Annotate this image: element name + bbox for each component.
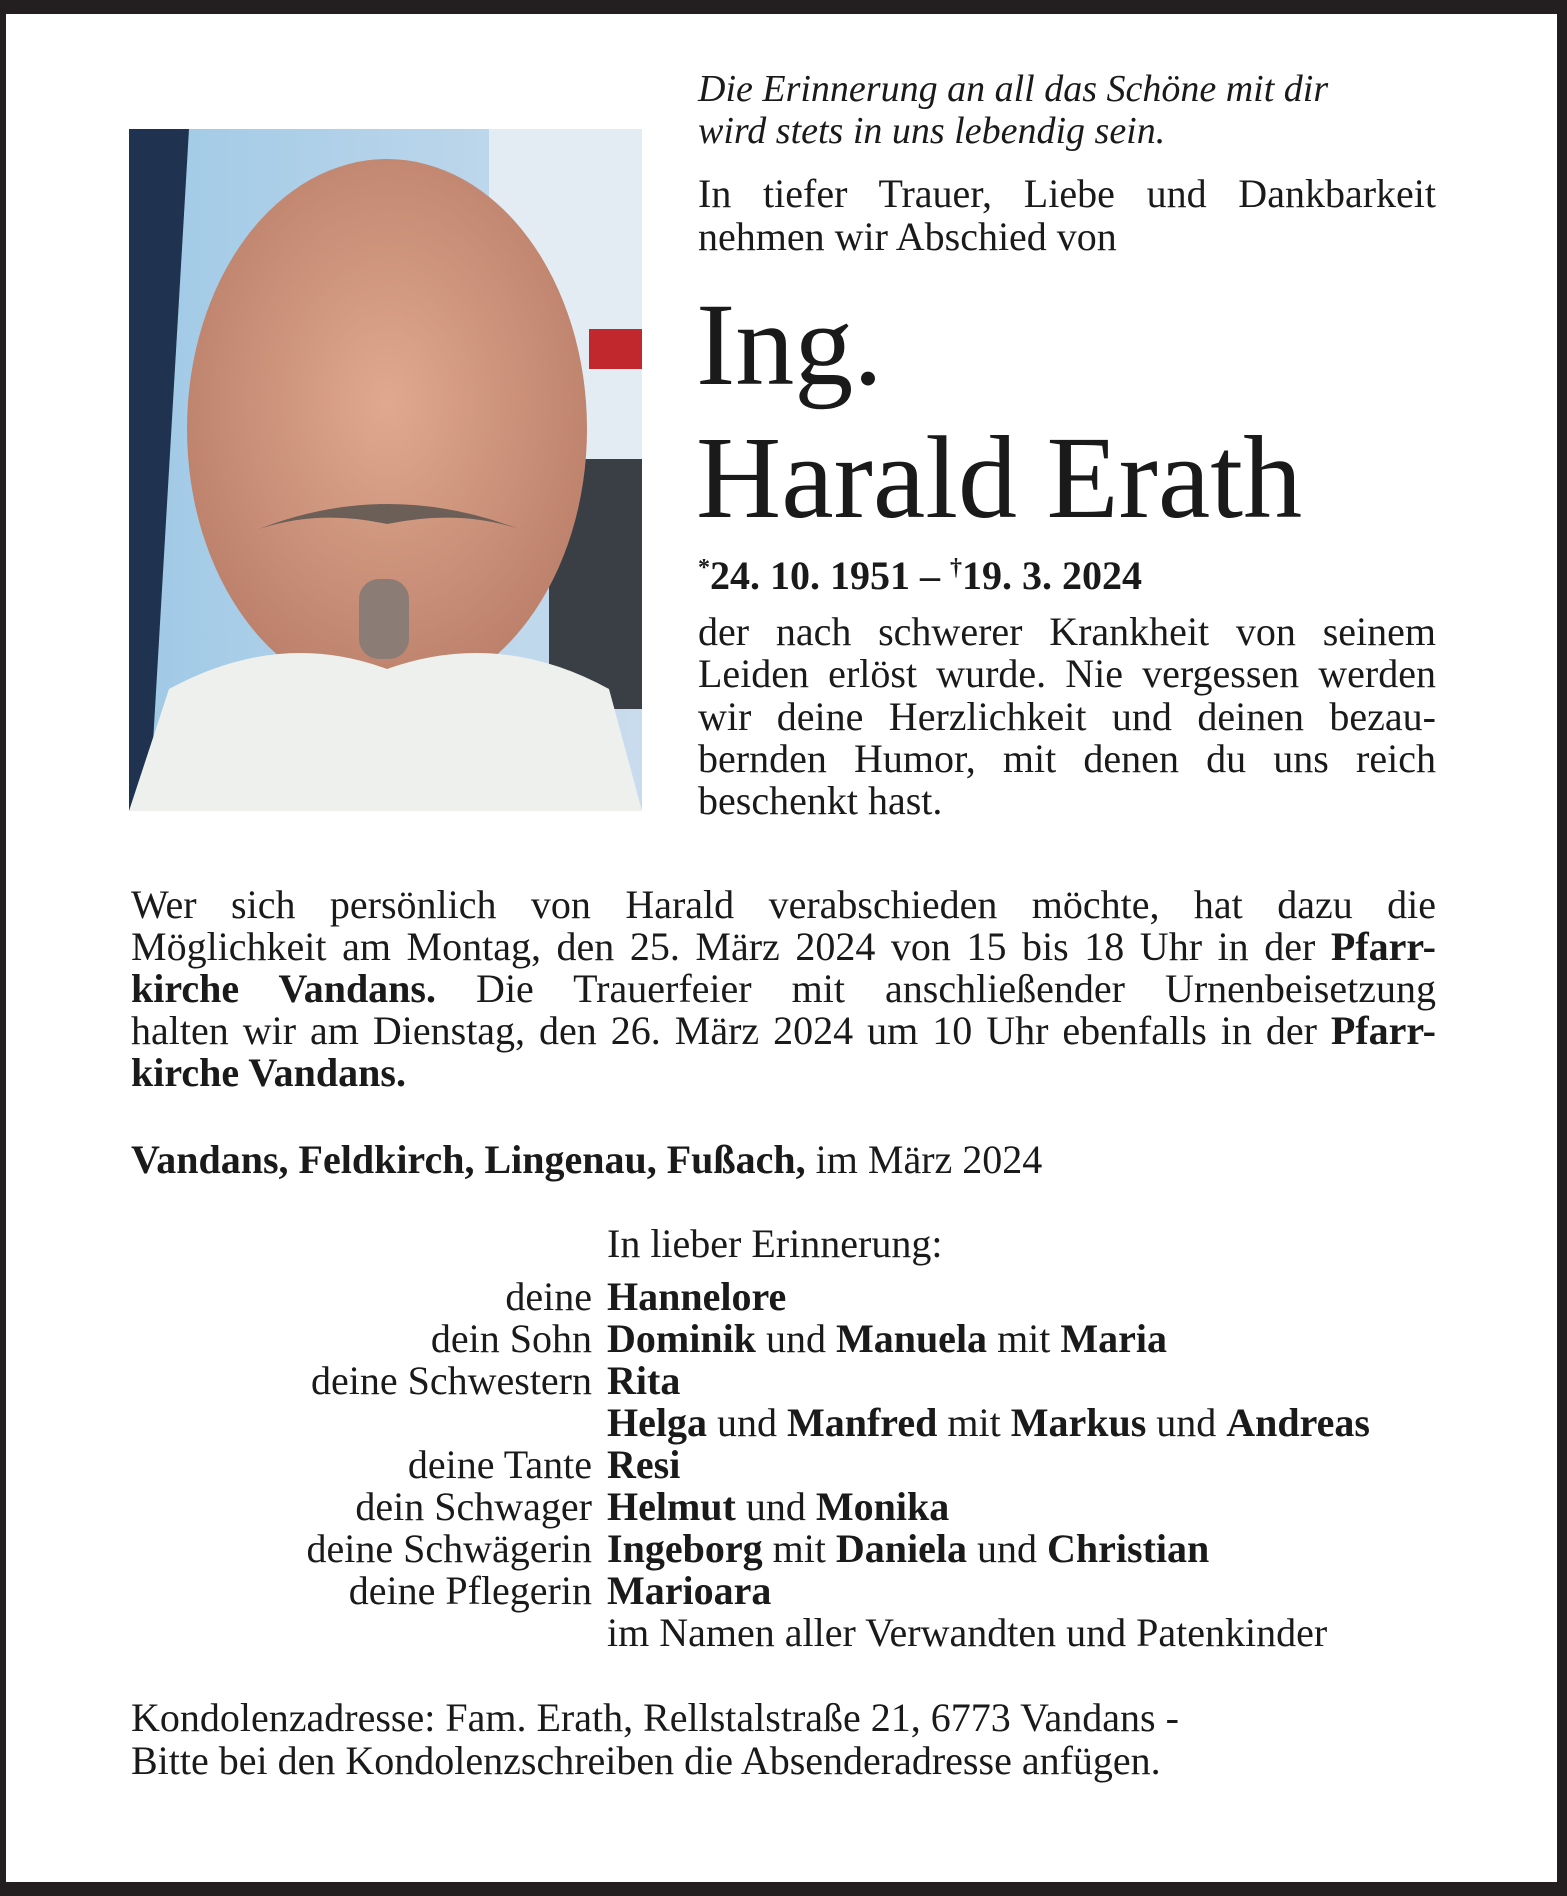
ceremony-line <box>131 926 1436 968</box>
person-name: Christian <box>1047 1526 1210 1571</box>
person-name: Hannelore <box>607 1274 787 1319</box>
family-names <box>607 1444 680 1486</box>
person-name: Monika <box>815 1484 950 1529</box>
place-date: im März 2024 <box>805 1137 1043 1182</box>
person-name: Helmut <box>607 1484 736 1529</box>
person-name: Markus <box>1010 1400 1147 1445</box>
tribute-line: Leiden erlöst wurde. Nie vergessen werden <box>698 651 1436 696</box>
relation-label: deine Schwestern <box>310 1358 592 1403</box>
person-name: Marioara <box>607 1568 772 1613</box>
connector-text: und <box>1146 1400 1227 1445</box>
family-names <box>607 1276 786 1318</box>
intro-line-1: In tiefer Trauer, Liebe und Dankbarkeit <box>698 171 1436 216</box>
birth-symbol: * <box>698 555 710 581</box>
family-names <box>607 1318 1167 1360</box>
connector-text: und <box>967 1526 1048 1571</box>
death-symbol: † <box>950 555 962 581</box>
tribute-line: beschenkt hast. <box>698 778 943 823</box>
connector-text: mit <box>987 1316 1061 1361</box>
deceased-name: Harald Erath <box>696 412 1303 543</box>
person-name: Helga <box>607 1400 707 1445</box>
motto-line-2: wird stets in uns lebendig sein. <box>698 110 1166 152</box>
connector-text: und <box>735 1484 816 1529</box>
person-name: Maria <box>1060 1316 1168 1361</box>
places-line <box>131 1139 1436 1181</box>
family-names <box>607 1528 1209 1570</box>
relation-label: deine Schwägerin <box>306 1526 592 1571</box>
person-name: Rita <box>607 1358 681 1403</box>
relation-label: deine Tante <box>407 1442 592 1487</box>
date-dash: – <box>920 553 940 598</box>
church-name: Pfarr- <box>1330 1008 1436 1053</box>
family-names <box>607 1402 1370 1444</box>
family-closing: im Namen aller Verwandten und Patenkinder <box>607 1610 1328 1655</box>
death-date: 19. 3. 2024 <box>962 553 1142 598</box>
family-names <box>607 1570 771 1612</box>
church-name: Pfarr- <box>1330 924 1436 969</box>
person-name: Andreas <box>1226 1400 1370 1445</box>
church-name: kirche Vandans. <box>131 966 436 1011</box>
relation-label: deine Pflegerin <box>348 1568 592 1613</box>
person-name: Ingeborg <box>607 1526 763 1571</box>
tribute-line: bernden Humor, mit denen du uns reich <box>698 736 1436 781</box>
person-name: Dominik <box>607 1316 756 1361</box>
condolence-address: Kondolenzadresse: Fam. Erath, Rellstalstraße 21, 6773 Vandans - <box>131 1695 1179 1740</box>
relation-label: deine <box>505 1274 592 1319</box>
intro-line-2: nehmen wir Abschied von <box>698 214 1117 259</box>
person-name: Manfred <box>786 1400 938 1445</box>
places: Vandans, Feldkirch, Lingenau, Fußach, <box>131 1137 806 1182</box>
tribute-line: wir deine Herzlichkeit und deinen bezau- <box>698 694 1436 739</box>
condolence-note: Bitte bei den Kondolenzschreiben die Absenderadresse anfügen. <box>131 1738 1161 1783</box>
ceremony-line: Wer sich persönlich von Harald verabschieden möchte, hat dazu die <box>131 882 1436 927</box>
connector-text: und <box>755 1316 836 1361</box>
person-name: Daniela <box>835 1526 968 1571</box>
connector-text: mit <box>937 1400 1011 1445</box>
church-name: kirche Vandans. <box>131 1050 406 1095</box>
life-dates <box>698 547 1436 597</box>
tribute-line: der nach schwerer Krankheit von seinem <box>698 609 1436 654</box>
relation-label: dein Schwager <box>355 1484 592 1529</box>
ceremony-line <box>131 968 1436 1010</box>
motto-line-1: Die Erinnerung an all das Schöne mit dir <box>698 68 1329 110</box>
ceremony-text: Möglichkeit am Montag, den 25. März 2024 von 15 bis 18 Uhr in der <box>131 924 1331 969</box>
family-names <box>607 1486 949 1528</box>
ceremony-text: Die Trauerfeier mit anschließender Urnenbeisetzung <box>436 966 1436 1011</box>
family-heading: In lieber Erinnerung: <box>607 1221 943 1266</box>
connector-text: und <box>706 1400 787 1445</box>
family-names <box>607 1360 680 1402</box>
ceremony-line <box>131 1010 1436 1052</box>
person-name: Resi <box>607 1442 681 1487</box>
portrait-photo <box>129 129 642 811</box>
relation-label: dein Sohn <box>430 1316 592 1361</box>
deceased-title: Ing. <box>696 279 883 410</box>
connector-text: mit <box>762 1526 836 1571</box>
person-name: Manuela <box>835 1316 988 1361</box>
birth-date: 24. 10. 1951 <box>710 553 910 598</box>
ceremony-text: halten wir am Dienstag, den 26. März 2024 um 10 Uhr ebenfalls in der <box>131 1008 1331 1053</box>
